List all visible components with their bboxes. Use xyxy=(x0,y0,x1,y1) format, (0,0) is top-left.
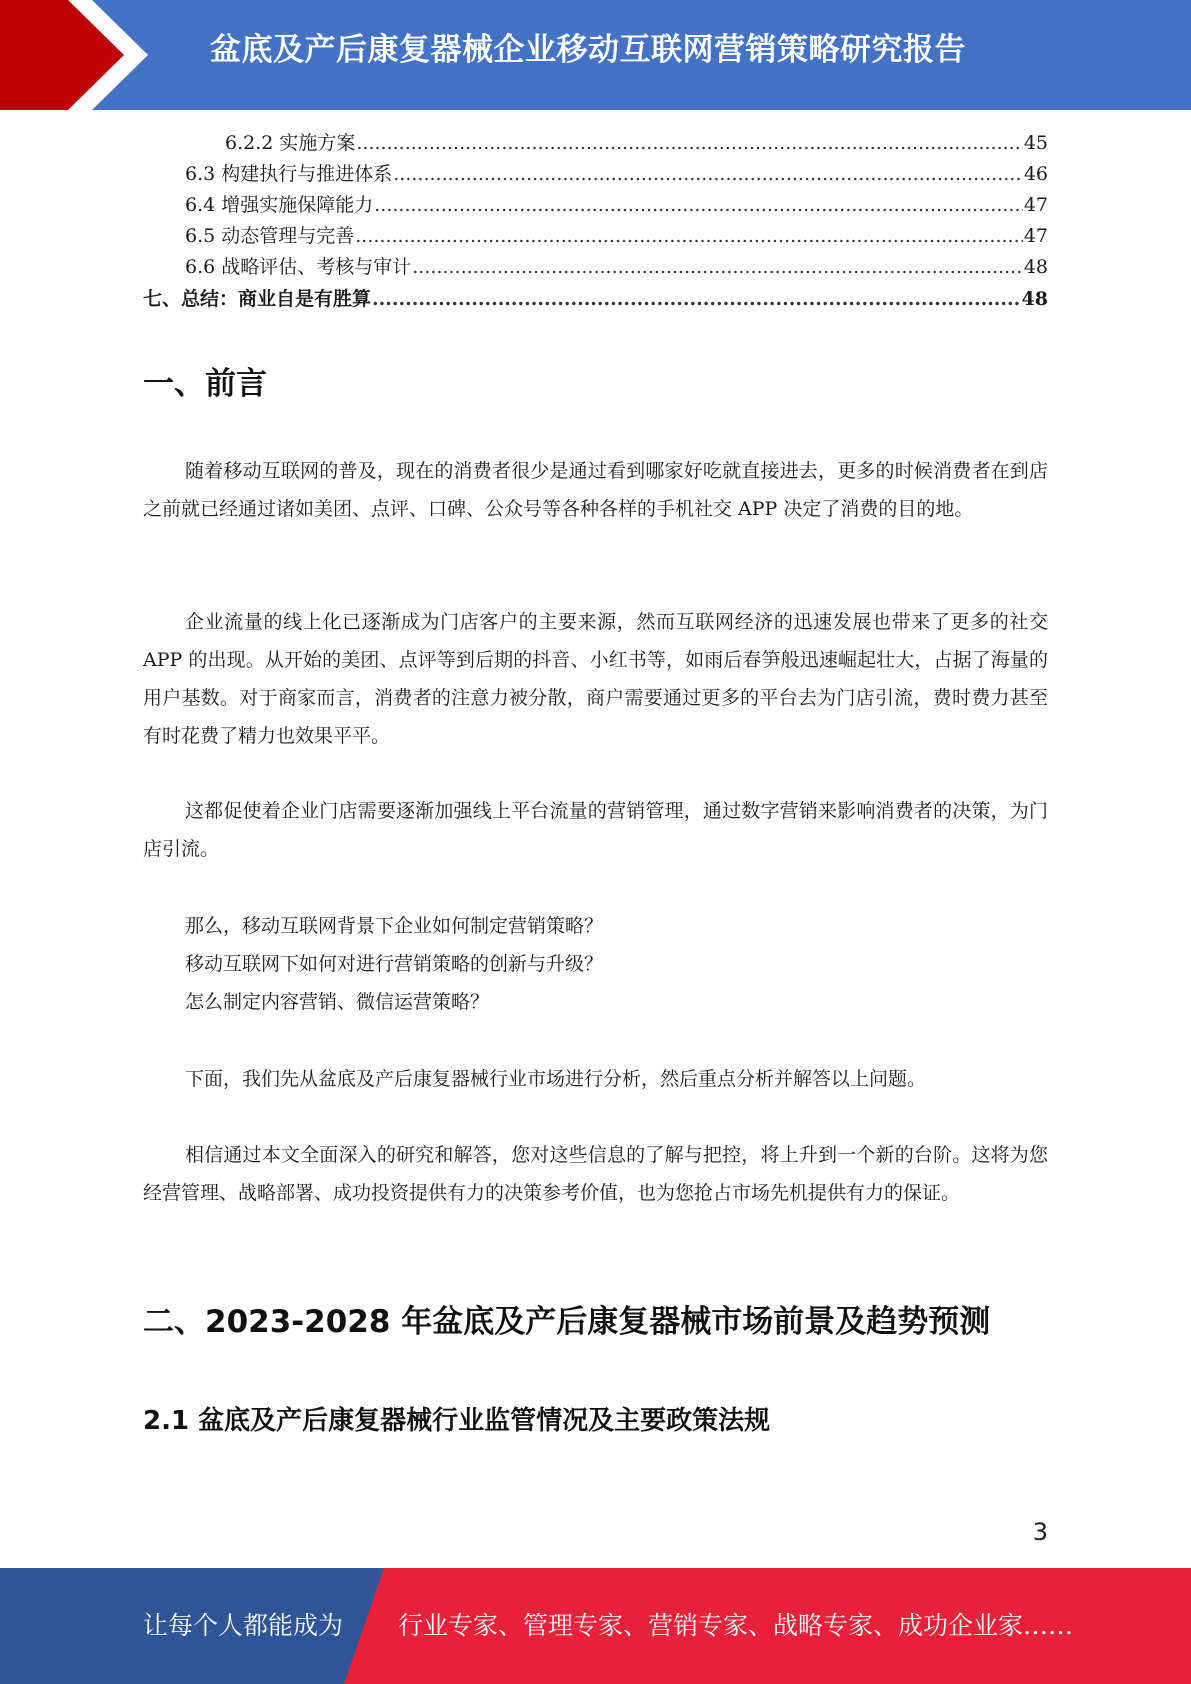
footer-slogan-right: 行业专家、管理专家、营销专家、战略专家、成功企业家…… xyxy=(398,1611,1074,1640)
toc-entry-page: 47 xyxy=(1023,194,1048,216)
toc-entry[interactable] xyxy=(225,128,1048,158)
paragraph: 企业流量的线上化已逐渐成为门店客户的主要来源，然而互联网经济的迅速发展也带来了更多的社交 APP 的出现。从开始的美团、点评等到后期的抖音、小红书等，如雨后春笋般迅速崛起壮大，占据了海量的用户基数。对于商家而言，消费者的注意力被分散，商户需要通过更多的平台去为门店引流，费时费力甚至有时花费了精力也效果平平。 xyxy=(143,611,1048,747)
toc-entry-page: 46 xyxy=(1023,163,1048,185)
toc-entry-page: 48 xyxy=(1021,288,1048,310)
toc-entry[interactable] xyxy=(185,221,1048,251)
toc-entry[interactable] xyxy=(185,190,1048,220)
page-header xyxy=(0,0,1191,110)
toc-entry-label: 6.4 增强实施保障能力 xyxy=(185,194,374,216)
section-heading-preface: 一、前言 xyxy=(143,366,267,402)
paragraph: 这都促使着企业门店需要逐渐加强线上平台流量的营销管理，通过数字营销来影响消费者的决策，为门店引流。 xyxy=(143,800,1048,860)
section-heading-market-outlook: 二、2023-2028 年盆底及产后康复器械市场前景及趋势预测 xyxy=(143,1304,991,1340)
footer-slogan-left: 让每个人都能成为 xyxy=(143,1611,344,1640)
toc-leader-dots xyxy=(393,159,1023,189)
subsection-heading: 2.1 盆底及产后康复器械行业监管情况及主要政策法规 xyxy=(143,1406,771,1436)
question-line: 那么，移动互联网背景下企业如何制定营销策略？ xyxy=(185,915,604,937)
toc-entry[interactable] xyxy=(185,159,1048,189)
paragraph: 随着移动互联网的普及，现在的消费者很少是通过看到哪家好吃就直接进去，更多的时候消费者在到店之前就已经通过诸如美团、点评、口碑、公众号等各种各样的手机社交 APP 决定了消费的目的地。 xyxy=(143,460,1048,520)
toc-entry[interactable] xyxy=(185,252,1048,282)
toc-leader-dots xyxy=(356,128,1022,158)
toc-entry-label: 6.5 动态管理与完善 xyxy=(185,225,355,247)
question-line: 怎么制定内容营销、微信运营策略？ xyxy=(185,991,490,1013)
paragraph: 相信通过本文全面深入的研究和解答，您对这些信息的了解与把控，将上升到一个新的台阶。这将为您经营管理、战略部署、成功投资提供有力的决策参考价值，也为您抢占市场先机提供有力的保证。 xyxy=(143,1144,1048,1204)
question-line: 移动互联网下如何对进行营销策略的创新与升级？ xyxy=(185,953,604,975)
toc-leader-dots xyxy=(355,221,1023,251)
toc-leader-dots xyxy=(412,252,1023,282)
page-footer xyxy=(0,1568,1191,1684)
page-number: 3 xyxy=(1032,1518,1048,1546)
toc-entry-page: 47 xyxy=(1023,225,1048,247)
paragraph: 下面，我们先从盆底及产后康复器械行业市场进行分析，然后重点分析并解答以上问题。 xyxy=(185,1068,927,1090)
toc-entry[interactable] xyxy=(143,284,1048,314)
toc-leader-dots xyxy=(372,284,1021,314)
report-title: 盆底及产后康复器械企业移动互联网营销策略研究报告 xyxy=(210,32,966,68)
toc-entry-label: 6.3 构建执行与推进体系 xyxy=(185,163,393,185)
toc-entry-page: 48 xyxy=(1023,256,1048,278)
toc-entry-label: 七、总结：商业自是有胜算 xyxy=(143,288,372,310)
toc-leader-dots xyxy=(374,190,1023,220)
toc-entry-label: 6.6 战略评估、考核与审计 xyxy=(185,256,412,278)
toc-entry-label: 6.2.2 实施方案 xyxy=(225,132,356,154)
toc-entry-page: 45 xyxy=(1023,132,1048,154)
